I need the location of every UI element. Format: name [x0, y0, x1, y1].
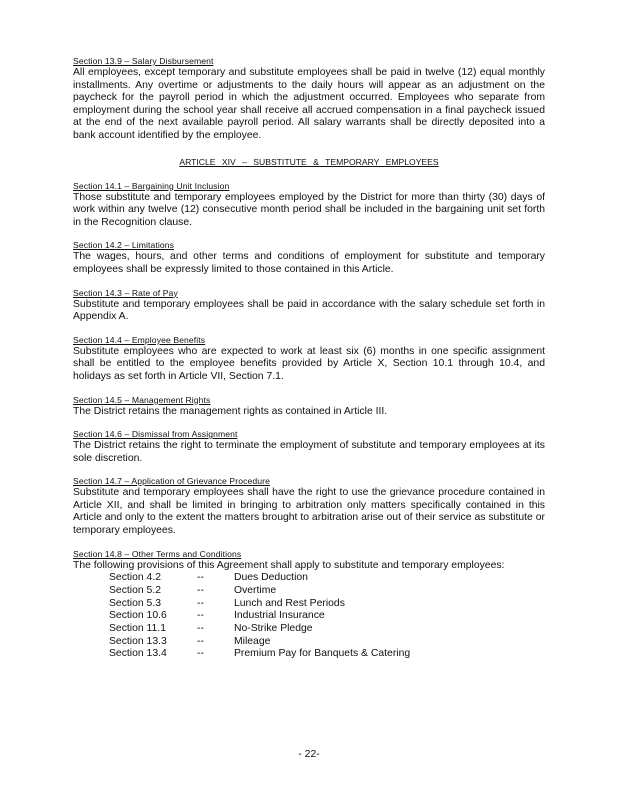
provision-title: Dues Deduction — [234, 572, 308, 584]
section-body: The wages, hours, and other terms and conditions of employment for substitute and temporary employees shall be expressly limited to those contained in this Article. — [73, 251, 545, 275]
section-body: The District retains the right to terminate the employment of substitute and temporary employees at its sole discretion. — [73, 440, 545, 464]
section-heading: Section 14.7 – Application of Grievance Procedure — [73, 476, 270, 487]
provision-dash: -- — [197, 623, 204, 635]
provision-section: Section 11.1 — [109, 623, 166, 635]
section-body: The following provisions of this Agreement shall apply to substitute and temporary employees: — [73, 559, 505, 571]
list-item — [109, 572, 545, 585]
provision-section: Section 5.2 — [109, 584, 161, 596]
section-body: The District retains the management rights as contained in Article III. — [73, 405, 388, 417]
section-body: Substitute employees who are expected to work at least six (6) months in one specific assignment shall be entitled to the employee benefits provided by Article X, Section 10.1 through 10.4, and holidays as set forth in Article VII, Section 7.1. — [73, 345, 545, 382]
section-14-3 — [73, 288, 545, 324]
list-item — [109, 623, 545, 636]
section-heading: Section 14.8 – Other Terms and Conditions — [73, 548, 242, 559]
section-14-6 — [73, 429, 545, 465]
section-13-9 — [73, 56, 545, 143]
section-14-2 — [73, 240, 545, 276]
provision-title: Premium Pay for Banquets & Catering — [234, 648, 411, 660]
section-heading: Section 14.4 – Employee Benefits — [73, 334, 206, 345]
section-14-5 — [73, 395, 545, 419]
section-heading: Section 14.6 – Dismissal from Assignment — [73, 429, 238, 440]
list-item — [109, 598, 545, 611]
list-item — [109, 636, 545, 649]
provision-title: Industrial Insurance — [234, 610, 325, 622]
provision-dash: -- — [197, 635, 204, 647]
section-14-4 — [73, 335, 545, 384]
section-14-7 — [73, 476, 545, 537]
provision-section: Section 4.2 — [109, 572, 161, 584]
list-item — [109, 610, 545, 623]
list-item — [109, 648, 545, 661]
section-heading: Section 13.9 – Salary Disbursement — [73, 56, 214, 66]
provision-title: Lunch and Rest Periods — [234, 597, 345, 609]
provisions-list — [109, 572, 545, 661]
section-heading: Section 14.2 – Limitations — [73, 240, 175, 251]
section-body: All employees, except temporary and substitute employees shall be paid in twelve (12) equal monthly installments. Any overtime or adjustments to the daily hours will appear as an adjustment on the paycheck for the payroll period in which the adjustment occurred. Employees who separate from employment during the school year shall receive all accrued compensation in a final paycheck issued at the end of the next available payroll period. All salary warrants shall be directly deposited into a bank account identified by the employee. — [73, 67, 545, 141]
document-page — [73, 56, 545, 672]
provision-section: Section 10.6 — [109, 610, 167, 622]
list-item — [109, 585, 545, 598]
provision-section: Section 13.3 — [109, 635, 167, 647]
section-14-1 — [73, 181, 545, 230]
provision-title: No-Strike Pledge — [234, 623, 313, 635]
provision-dash: -- — [197, 572, 204, 584]
section-heading: Section 14.1 – Bargaining Unit Inclusion — [73, 180, 230, 191]
section-heading: Section 14.3 – Rate of Pay — [73, 287, 178, 298]
section-body: Those substitute and temporary employees employed by the District for more than thirty (30) days of work within any twelve (12) consecutive month period shall be included in the bargaining unit set forth in the Recognition clause. — [73, 191, 545, 228]
provision-title: Overtime — [234, 584, 277, 596]
provision-dash: -- — [197, 597, 204, 609]
provision-section: Section 5.3 — [109, 597, 161, 609]
provision-title: Mileage — [234, 635, 271, 647]
provision-dash: -- — [197, 610, 204, 622]
article-title: ARTICLE XIV – SUBSTITUTE & TEMPORARY EMPLOYEES — [179, 156, 439, 167]
provision-dash: -- — [197, 648, 204, 660]
provision-dash: -- — [197, 584, 204, 596]
page-number: - 22- — [298, 749, 320, 760]
section-body: Substitute and temporary employees shall be paid in accordance with the salary schedule set forth in Appendix A. — [73, 298, 545, 323]
provision-section: Section 13.4 — [109, 648, 167, 660]
section-heading: Section 14.5 – Management Rights — [73, 394, 211, 405]
section-body: Substitute and temporary employees shall have the right to use the grievance procedure contained in Article XII, and shall be limited in bringing to arbitration only matters specifically contained in this Article and only to the extent the matters brought to arbitration arise out of their service as substitute or temporary employees. — [73, 487, 545, 537]
section-14-8 — [73, 549, 545, 662]
